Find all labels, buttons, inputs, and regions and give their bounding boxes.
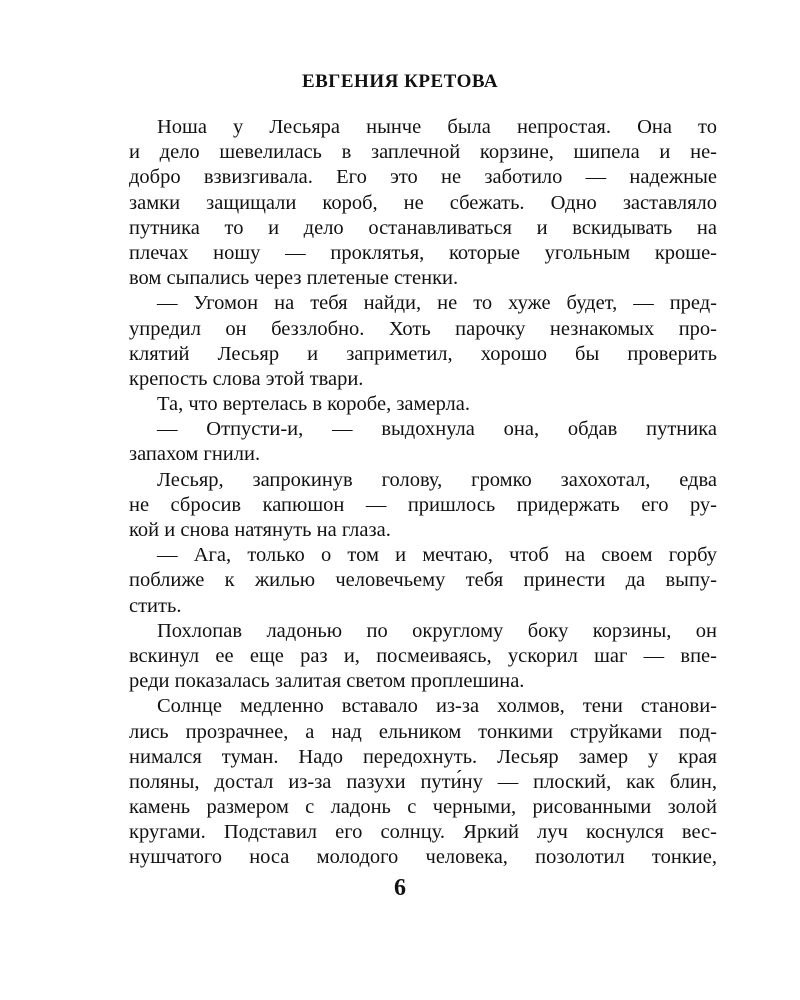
text-line: вскинул ее еще раз и, посмеиваясь, ускорил шаг — впе- [129, 644, 717, 667]
text-line: Солнце медленно вставало из-за холмов, тени станови- [157, 695, 717, 718]
text-line: — Ага, только о том и мечтаю, чтоб на своем горбу [157, 544, 717, 567]
text-line: лись прозрачнее, а над ельником тонкими струйками под- [129, 720, 717, 743]
text-line: замки защищали короб, не сбежать. Одно заставляло [129, 191, 717, 214]
text-line: клятий Лесьяр и заприметил, хорошо бы проверить [129, 342, 717, 365]
text-line: поближе к жилью человечьему тебя принести да выпу- [129, 569, 717, 592]
text-line: стить. [129, 594, 182, 617]
running-head: ЕВГЕНИЯ КРЕТОВА [301, 71, 499, 92]
text-line: и дело шевелилась в заплечной корзине, шипела и не- [129, 141, 717, 164]
text-line: нимался туман. Надо передохнуть. Лесьяр замер у края [129, 745, 717, 768]
text-line: реди показалась залитая светом проплешина. [129, 670, 525, 693]
text-line: камень размером с ладонь с черными, рисованными золой [129, 796, 717, 819]
text-line: Похлопав ладонью по округлому боку корзины, он [157, 619, 717, 642]
page-number: 6 [394, 875, 406, 901]
text-line: Та, что вертелась в коробе, замерла. [157, 393, 471, 416]
text-line: — Угомон на тебя найди, не то хуже будет, — пред- [157, 292, 717, 315]
text-line: крепость слова этой твари. [129, 367, 364, 390]
text-line: плечах ношу — проклятья, которые угольным кроше- [129, 241, 717, 264]
text-line: упредил он беззлобно. Хоть парочку незнакомых про- [129, 317, 717, 340]
text-line: Лесьяр, запрокинув голову, громко захохотал, едва [157, 468, 717, 491]
text-line: добро взвизгивала. Его это не заботило — надежные [129, 166, 717, 189]
body-text [129, 115, 717, 871]
text-line: не сбросив капюшон — пришлось придержать его ру- [129, 493, 717, 516]
text-line: запахом гнили. [129, 443, 261, 466]
text-line: вом сыпались через плетеные стенки. [129, 267, 459, 290]
text-line: нушчатого носа молодого человека, позолотил тонкие, [129, 846, 717, 869]
text-line: — Отпусти-и, — выдохнула она, обдав путника [157, 418, 717, 441]
text-line: кругами. Подставил его солнцу. Яркий луч коснулся вес- [129, 821, 717, 844]
text-line: Ноша у Лесьяра нынче была непростая. Она то [157, 116, 717, 138]
text-line: путника то и дело останавливаться и вскидывать на [129, 216, 717, 239]
text-line: кой и снова натянуть на глаза. [129, 519, 391, 541]
text-line: поляны, достал из-за пазухи пути́ну — плоский, как блин, [129, 770, 717, 793]
